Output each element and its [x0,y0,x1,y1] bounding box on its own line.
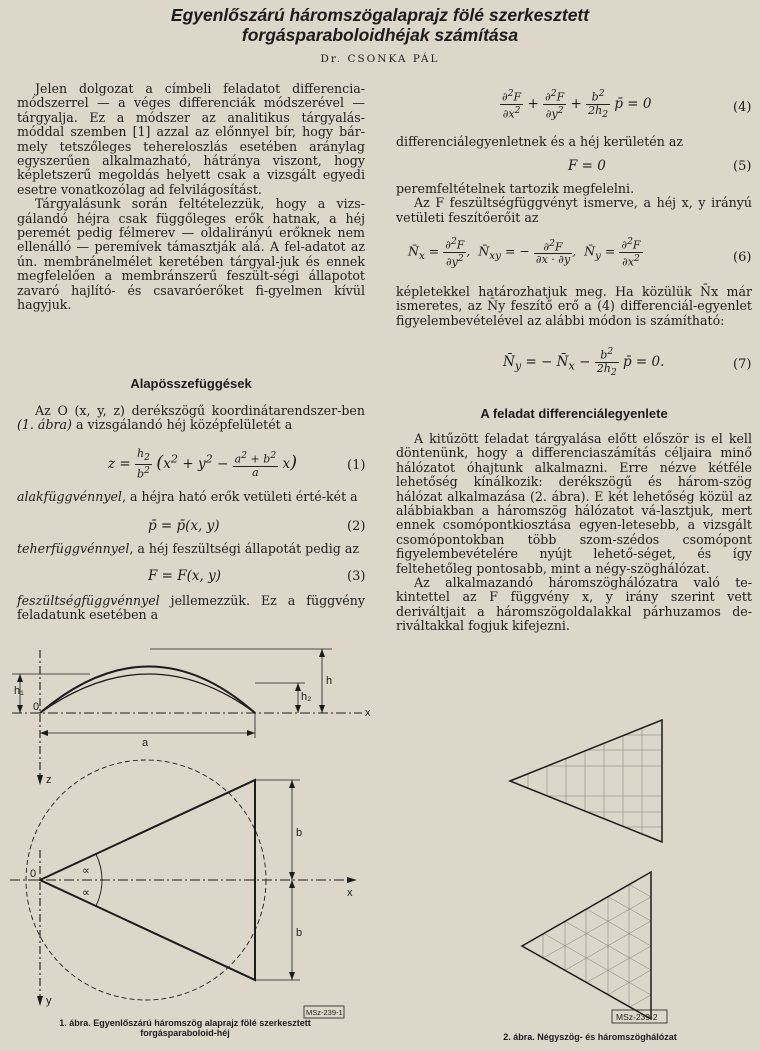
label-x-top: x [365,707,371,719]
equation-7: $N̄_y$ = − $N̄_x$ − $\frac{b^2}{2h_2}$ p̄ = 0. [503,346,665,378]
intro-paragraph-1: Jelen dolgozat a címbeli feladatot differencia-módszerrel — a véges differenciák módszerével — tárgyalja. Ez a módszer az analitikus tárgyalás-móddal szemben [1] azzal az előnnyel bír, hogy bár-mely tetszőleges tehereloszlás esetében aránylag egyszerűen alkalmazható, hátránya viszont, hogy képletszerű megoldás helyett csak a vizsgált egyedi esetre vonatkozólag ad felvilágosítást. [17,81,365,197]
label-b-1: b [296,827,303,839]
shell-arc-inner [40,674,255,713]
figure-2-caption: 2. ábra. Négyszög- és háromszöghálózat [503,1032,677,1042]
intro-paragraph-2: Tárgyalásunk során feltételezzük, hogy a vizs-gálandó héjra csak függőleges erők hatnak, a héj peremét pedig félmerev — oldalirányú erőknek nem ellenálló — peremívek támasztják alá. A fel-adatot az ún. membránelmélet keretében tárgyal-juk és ennek megfelelően a membránszerű feszült-ségi állapotot zavaró hajlító- és csavaróerőket fi-gyelmen kívül hagyjuk. [17,196,365,313]
equation-3-number: (3) [347,569,366,584]
label-x: x [347,887,353,899]
square-grid [500,710,670,850]
equation-4: $\frac{\partial^2F}{\partial x^2}$ + $\frac{\partial^2F}{\partial y^2}$ + $\frac{b^2}{2h_2}$ p̄ = 0 [502,88,652,121]
label-alpha-2: ∝ [82,887,90,899]
paragraph-stress-function: feszültségfüggvénnyel jellemezzük. Ez a függvény feladatunk esetében a [17,593,365,623]
paragraph-load-function: teherfüggvénnyel, a héj feszültségi állapotát pedig az [17,541,359,556]
paragraph-formulas: képletekkel határozhatjuk meg. Ha közülük N̄x már ismeretes, az N̄y feszítő erő a (4) differenciál-egyenlet figyelembevételével az alábbi módon is számítható: [396,284,752,328]
label-a: a [142,737,149,749]
equation-5: F = 0 [568,158,606,174]
triangle-square-grid [510,720,662,842]
figure-2-diagram [490,700,690,1030]
left-column [17,82,365,313]
paragraph-boundary: peremfeltételnek tartozik megfelelni. [396,181,635,196]
equation-1: z = $\frac{h_2}{b^2}$ ($x^2 + y^2$ − $\frac{a^2 + b^2}{a}$ x) [108,447,298,481]
equation-2: p̄ = p̄(x, y) [148,518,220,534]
label-origin: 0 [30,868,37,880]
page-title: Egyenlőszárú háromszögalaprajz fölé szerkesztett forgásparaboloidhéjak számítása [170,5,590,45]
figure-1-stamp: MSz-239-1 [306,1008,343,1017]
label-h2: h₂ [301,691,312,703]
equation-7-number: (7) [733,357,752,372]
paragraph-coordinates: Az O (x, y, z) derékszögű koordinátarendszer-ben (1. ábra) a vizsgálandó héj középfelületét a [17,403,365,433]
triangular-grid [522,823,651,1030]
paragraph-stress-forces: Az F feszültségfüggvényt ismerve, a héj x, y irányú vetületi feszítőerőit az [396,195,752,225]
section-heading-basics: Alapösszefüggések [130,376,252,391]
equation-5-number: (5) [733,159,752,174]
label-h: h [326,675,333,687]
paragraph-shape-function: alakfüggvénnyel, a héjra ható erők vetületi érté-két a [17,489,358,504]
paragraph-diff-eq: differenciálegyenletnek és a héj kerületén az [396,134,683,149]
label-alpha-1: ∝ [82,865,90,877]
label-b-2: b [296,927,303,939]
label-y: y [46,995,52,1007]
equation-4-number: (4) [733,100,752,115]
figure-2-stamp: MSz-239-2 [616,1012,658,1022]
figure-1-caption: 1. ábra. Egyenlőszárú háromszög alaprajz fölé szerkesztett forgásparaboloid-héj [59,1018,311,1038]
section-heading-diff-eq: A feladat differenciálegyenlete [480,406,668,421]
label-origin-top: 0 [33,701,40,713]
equation-2-number: (2) [347,519,366,534]
label-h1: h₁ [14,685,24,697]
equation-6-number: (6) [733,250,752,265]
figure-1-diagram [0,640,380,1051]
right-column-text-2 [396,432,752,634]
triangle-triangular-grid [522,872,651,1019]
equation-1-number: (1) [347,458,366,473]
equation-6: $N̄_x$ = $\frac{\partial^2F}{\partial y^2}$ , $N̄_{xy}$ = − $\frac{\partial^2F}{\partial x \cdot \partial y}$ , $N̄_y$ = $\frac{\partial^2F}{\partial x^2}$ [408,236,641,269]
paragraph-network-choice: A kitűzött feladat tárgyalása előtt először is el kell döntenünk, hogy a differenciaszámítás céljaira minő hálózatot óhajtunk alkalmazni. Erre nézve kétféle lehetőség kínálkozik: derékszögű és három-szög hálózat alkalmazása (2. ábra). E két lehetőség közül az alábbiakban a háromszög hálózatot vá-lasztjuk, mert ennek csomópontkiosztása egyen-letesebb, a vizsgált csomópontokban több szom-szédos csomópont figyelembevételére nyújt lehető-séget, és így feltehetőleg pontosabb, mint a négy-szöghálózat. [396,431,752,576]
author: Dr. CSONKA PÁL [320,53,440,65]
equation-3: F = F(x, y) [148,568,221,584]
right-column-text-1 [396,182,752,225]
label-z: z [46,774,52,786]
paragraph-derivatives: Az alkalmazandó háromszöghálózatra való te-kintettel az F függvény x, y irány szerint vett deriváltjait a háromszögoldalakkal párhuzamos de-riváltakkal fogjuk kifejezni. [396,575,752,634]
